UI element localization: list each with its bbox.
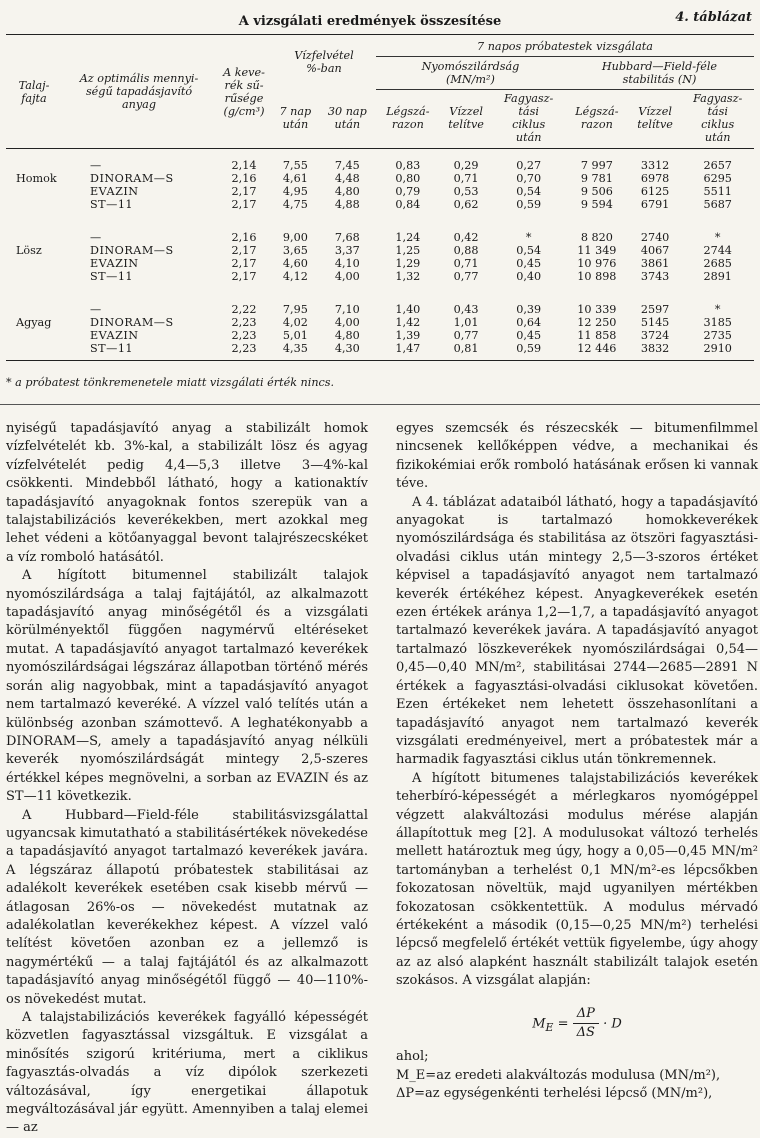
material-cell: — xyxy=(90,303,102,316)
value-cell: 2891 xyxy=(703,270,732,283)
value-cell: 9,00 xyxy=(282,231,308,244)
value-cell: 4,80 xyxy=(334,329,360,342)
soil-cell xyxy=(6,231,62,244)
divider xyxy=(0,404,760,405)
value-cell: 4,35 xyxy=(282,342,308,355)
col-h-dry: Légszá- razon xyxy=(575,105,619,131)
value-cell: 2,23 xyxy=(231,342,257,355)
value-cell: 0,54 xyxy=(516,244,542,257)
value-cell: 0,43 xyxy=(453,303,479,316)
value-cell: 11 858 xyxy=(577,329,617,342)
right-column xyxy=(396,420,758,1104)
col-saturated: Vízzel telítve xyxy=(448,105,484,131)
paragraph: A Hubbard—Field-féle stabilitásvizsgálattal ugyancsak kimutatható a stabilitásértékek növekedése a tapadásjavító anyagot tartalmazó keverékek javára. A légszáraz állapotú próbatestek stabilitásai az adalékolt keverékek esetében csak kisebb mérvű — átlagosan 26%-os — növekedést mutatnak az adalékolatlan keverékekhez képest. A vízzel való telítést követően azonban ez a jellemző is nagymértékű — a talaj fajtájától és az alkalmazott tapadásjavító anyag minőségétől függő — 40—110%-os növekedést mutat. xyxy=(6,807,368,1007)
soil-cell: Agyag xyxy=(16,316,52,329)
value-cell: 5,01 xyxy=(282,329,308,342)
value-cell: 1,32 xyxy=(395,270,421,283)
value-cell: 2,23 xyxy=(231,329,257,342)
where-label: ahol; xyxy=(396,1049,429,1065)
value-cell: 2740 xyxy=(640,231,670,244)
value-cell: 1,42 xyxy=(395,316,421,329)
value-cell: 3312 xyxy=(640,159,670,172)
value-cell: 10 339 xyxy=(577,303,617,316)
value-cell: 12 446 xyxy=(577,342,617,355)
table-row xyxy=(6,316,754,329)
value-cell: 3,37 xyxy=(334,244,360,257)
table-row xyxy=(6,303,754,316)
material-cell: — xyxy=(90,231,102,244)
value-cell: 4,48 xyxy=(334,172,360,185)
col-frost: Fagyasz- tási ciklus után xyxy=(504,92,554,144)
col-density: A keve- rék sű- rűsége (g/cm³) xyxy=(223,65,265,118)
value-cell: 3724 xyxy=(640,329,670,342)
value-cell: 2,17 xyxy=(231,257,257,270)
left-column xyxy=(6,420,368,1138)
value-cell: 7 997 xyxy=(580,159,613,172)
value-cell: 4,12 xyxy=(282,270,308,283)
value-cell: 0,84 xyxy=(395,198,421,211)
soil-cell xyxy=(6,185,62,198)
value-cell: 4,95 xyxy=(282,185,308,198)
value-cell: 0,53 xyxy=(453,185,479,198)
results-table xyxy=(6,34,754,361)
value-cell: 4,10 xyxy=(334,257,360,270)
value-cell: 5145 xyxy=(640,316,670,329)
value-cell: 4,88 xyxy=(334,198,360,211)
value-cell: 5687 xyxy=(703,198,732,211)
value-cell: 0,81 xyxy=(453,342,479,355)
value-cell: 1,39 xyxy=(395,329,421,342)
value-cell: 11 349 xyxy=(577,244,617,257)
value-cell: 10 976 xyxy=(577,257,617,270)
value-cell: 4,61 xyxy=(282,172,308,185)
value-cell: 0,45 xyxy=(516,257,542,270)
value-cell: 4,75 xyxy=(282,198,308,211)
value-cell: 2910 xyxy=(703,342,732,355)
value-cell: 0,27 xyxy=(516,159,542,172)
value-cell: 3,65 xyxy=(282,244,308,257)
value-cell: 0,54 xyxy=(516,185,542,198)
value-cell: 0,59 xyxy=(516,342,542,355)
value-cell: 2,16 xyxy=(231,172,257,185)
table-number: 4. táblázat xyxy=(675,10,752,25)
value-cell: 4067 xyxy=(640,244,670,257)
value-cell: 7,10 xyxy=(334,303,360,316)
material-cell: EVAZIN xyxy=(90,185,139,198)
soil-cell xyxy=(6,270,62,283)
value-cell: 0,83 xyxy=(395,159,421,172)
value-cell: 0,77 xyxy=(453,329,479,342)
value-cell: 5511 xyxy=(703,185,732,198)
value-cell: * xyxy=(525,231,532,244)
formula: $M_E$ = $\frac{\Delta P}{\Delta S}$ · D xyxy=(532,1005,622,1040)
value-cell: 9 781 xyxy=(580,172,613,185)
value-cell: 2,17 xyxy=(231,270,257,283)
value-cell: 0,42 xyxy=(453,231,479,244)
value-cell: 7,55 xyxy=(282,159,308,172)
value-cell: 2,17 xyxy=(231,198,257,211)
value-cell: 0,77 xyxy=(453,270,479,283)
value-cell: 2,22 xyxy=(231,303,257,316)
material-cell: — xyxy=(90,159,102,172)
soil-cell xyxy=(6,198,62,211)
col-specimens: 7 napos próbatestek vizsgálata xyxy=(376,35,754,57)
material-cell: ST—11 xyxy=(90,342,134,355)
soil-cell xyxy=(6,257,62,270)
col-soil: Talaj- fajta xyxy=(18,78,50,105)
value-cell: 3861 xyxy=(640,257,670,270)
material-cell: EVAZIN xyxy=(90,257,139,270)
value-cell: 1,01 xyxy=(453,316,479,329)
paragraph: A 4. táblázat adataiból látható, hogy a tapadásjavító anyagokat is tartalmazó homokkeverékek nyomószilárdsága és stabilitása az ötszöri fagyasztási-olvadási ciklus után mintegy 2,5—3-szoros értéket képvisel a tapadásjavító anyagot nem tartalmazó keverék értékéhez képest. Anyagkeverékek esetén ezen értékek aránya 1,2—1,7, a tapadásjavító anyagot tartalmazó keverékek javára. A tapadásjavító anyagot tartalmazó löszkeverékek nyomószilárdságai 0,54—0,45—0,40 MN/m², stabilitásai 2744—2685—2891 N értékek a fagyasztási-olvadási ciklusokat követően. Ezen értékeket nem lehetett összehasonlítani a tapadásjavító anyagot nem tartalmazó keverék vizsgálati eredményeivel, mert a próbatestek már a harmadik fagyasztási ciklus után tönkremennek. xyxy=(396,494,758,768)
soil-cell xyxy=(6,329,62,342)
group-gap xyxy=(6,149,754,160)
value-cell: 7,95 xyxy=(282,303,308,316)
value-cell: 7,45 xyxy=(334,159,360,172)
table-row xyxy=(6,270,754,283)
value-cell: 1,29 xyxy=(395,257,421,270)
col-dry: Légszá- razon xyxy=(386,105,430,131)
material-cell: EVAZIN xyxy=(90,329,139,342)
value-cell: 1,40 xyxy=(395,303,421,316)
value-cell: 6791 xyxy=(640,198,670,211)
value-cell: 2,23 xyxy=(231,316,257,329)
table-body xyxy=(6,149,754,361)
value-cell: 4,02 xyxy=(282,316,308,329)
table-row xyxy=(6,159,754,172)
value-cell: 2597 xyxy=(640,303,670,316)
value-cell: 3743 xyxy=(640,270,670,283)
table-row xyxy=(6,231,754,244)
value-cell: 1,47 xyxy=(395,342,421,355)
value-cell: 0,64 xyxy=(516,316,542,329)
value-cell: 0,45 xyxy=(516,329,542,342)
value-cell: 8 820 xyxy=(580,231,613,244)
value-cell: 2657 xyxy=(703,159,732,172)
value-cell: 12 250 xyxy=(577,316,617,329)
col-water-7: 7 nap után xyxy=(279,104,312,131)
col-water: Vízfelvétel %-ban xyxy=(294,49,354,75)
value-cell: 10 898 xyxy=(577,270,617,283)
value-cell: 4,00 xyxy=(334,270,360,283)
material-cell: DINORAM—S xyxy=(90,244,174,257)
table-row xyxy=(6,172,754,185)
value-cell: * xyxy=(714,231,721,244)
table-row xyxy=(6,342,754,361)
material-cell: DINORAM—S xyxy=(90,316,174,329)
col-hubbard: Hubbard—Field-féle stabilitás (N) xyxy=(565,57,754,90)
col-h-saturated: Vízzel telítve xyxy=(637,105,673,131)
value-cell: 6978 xyxy=(640,172,670,185)
value-cell: 4,60 xyxy=(282,257,308,270)
soil-cell xyxy=(6,342,62,361)
value-cell: 0,40 xyxy=(516,270,542,283)
table-title: A vizsgálati eredmények összesítése xyxy=(238,14,502,29)
value-cell: 0,39 xyxy=(516,303,542,316)
value-cell: 4,80 xyxy=(334,185,360,198)
table-footnote: * a próbatest tönkremenetele miatt vizsgálati érték nincs. xyxy=(6,376,335,389)
material-cell: DINORAM—S xyxy=(90,172,174,185)
value-cell: 0,71 xyxy=(453,172,479,185)
value-cell: 0,62 xyxy=(453,198,479,211)
value-cell: 2,17 xyxy=(231,185,257,198)
material-cell: ST—11 xyxy=(90,270,134,283)
group-gap xyxy=(6,221,754,231)
value-cell: 3185 xyxy=(703,316,732,329)
col-material: Az optimális mennyi- ségű tapadásjavító anyag xyxy=(79,72,199,111)
value-cell: 2735 xyxy=(703,329,732,342)
col-h-frost: Fagyasz- tási ciklus után xyxy=(693,92,743,144)
value-cell: 4,30 xyxy=(334,342,360,355)
table-row xyxy=(6,329,754,342)
value-cell: 2,14 xyxy=(231,159,257,172)
table-row xyxy=(6,185,754,198)
value-cell: 3832 xyxy=(640,342,670,355)
value-cell: 0,71 xyxy=(453,257,479,270)
paragraph: nyiségű tapadásjavító anyag a stabilizált homok vízfelvételét kb. 3%-kal, a stabilizált lösz és agyag vízfelvételét pedig 4,4—5,3 illetve 3—4%-kal csökkenti. Mindebből látható, hogy a kationaktív tapadásjavító anyagoknak fontos szerepük van a talajstabilizációs keverékekben, mert azokkal meg lehet védeni a kötőanyaggal bevont talajrészecskéket a víz romboló hatásától. xyxy=(6,421,368,565)
value-cell: 6125 xyxy=(640,185,670,198)
value-cell: 7,68 xyxy=(334,231,360,244)
material-cell: ST—11 xyxy=(90,198,134,211)
value-cell: 1,25 xyxy=(395,244,421,257)
value-cell: * xyxy=(714,303,721,316)
value-cell: 0,70 xyxy=(516,172,542,185)
value-cell: 0,88 xyxy=(453,244,479,257)
table-row xyxy=(6,257,754,270)
value-cell: 0,80 xyxy=(395,172,421,185)
value-cell: 2744 xyxy=(703,244,732,257)
value-cell: 4,00 xyxy=(334,316,360,329)
soil-cell xyxy=(6,303,62,316)
definition-line: M_E=az eredeti alakváltozás modulusa (MN/m²), xyxy=(396,1067,721,1083)
table-row xyxy=(6,244,754,257)
group-gap xyxy=(6,283,754,293)
soil-cell: Lösz xyxy=(16,244,42,257)
value-cell: 2,16 xyxy=(231,231,257,244)
group-gap xyxy=(6,293,754,303)
paragraph: egyes szemcsék és részecskék — bitumenfilmmel nincsenek kellőképpen védve, a mechanikai és fizikokémiai erők romboló hatásának erősen ki vannak téve. xyxy=(396,421,758,492)
value-cell: 9 506 xyxy=(580,185,613,198)
value-cell: 2685 xyxy=(703,257,732,270)
col-compressive: Nyomószilárdság (MN/m²) xyxy=(376,57,565,90)
value-cell: 0,29 xyxy=(453,159,479,172)
paragraph: A talajstabilizációs keverékek fagyálló képességét közvetlen fagyasztással vizsgáltuk. E vizsgálat a minősítés szigorú kritériuma, mert a ciklikus fagyasztás-olvadás a víz dipólok szerkezeti változásával, így energetikai állapotuk megváltozásával jár együtt. Amennyiben a talaj elemei — az xyxy=(6,1010,368,1136)
value-cell: 9 594 xyxy=(580,198,613,211)
paragraph: A hígított bitumennel stabilizált talajok nyomószilárdsága a talaj fajtájától, az alkalmazott tapadásjavító anyag minőségétől és a vizsgálati körülményektől függően nagymérvű eltéréseket mutat. A tapadásjavító anyagot tartalmazó keverékek nyomószilárdságai légszáraz állapotban történő mérés során alig nagyobbak, mint a tapadásjavító anyagot nem tartalmazó keveréké. A vízzel való telítés után a különbség azonban számottevő. A leghatékonyabb a DINORAM—S, amely a tapadásjavító anyag nélküli keverék nyomószilárdságát mintegy 2,5-szeres értékkel képes megnövelni, a sorban az EVAZIN és az ST—11 következik. xyxy=(6,568,368,805)
table-header xyxy=(0,6,760,30)
soil-cell xyxy=(6,159,62,172)
soil-cell: Homok xyxy=(16,172,57,185)
definition-line: ΔP=az egységenkénti terhelési lépcső (MN/m²), xyxy=(396,1086,713,1102)
value-cell: 2,17 xyxy=(231,244,257,257)
table-row xyxy=(6,198,754,211)
value-cell: 6295 xyxy=(703,172,732,185)
group-gap xyxy=(6,211,754,221)
value-cell: 0,59 xyxy=(516,198,542,211)
value-cell: 0,79 xyxy=(395,185,421,198)
paragraph: A hígított bitumenes talajstabilizációs keverékek teherbíró-képességét a mérlegkaros nyomógéppel végzett alakváltozási modulus mérése alapján állapítottuk meg [2]. A modulusokat változó terhelés mellett határoztuk meg úgy, hogy a 0,05—0,45 MN/m² tartományban a terhelést 0,1 MN/m²-es lépcsőkben fokozatosan növeltük, majd ugyanilyen mértékben fokozatosan csökkentettük. A modulus mérvadó értékeként a második (0,15—0,25 MN/m²) terhelési lépcső megfelelő értékét vettük figyelembe, úgy ahogy az az alsó alapként használt stabilizált talajok esetén szokásos. A vizsgálat alapján: xyxy=(396,770,758,989)
value-cell: 1,24 xyxy=(395,231,421,244)
col-water-30: 30 nap után xyxy=(327,104,367,131)
